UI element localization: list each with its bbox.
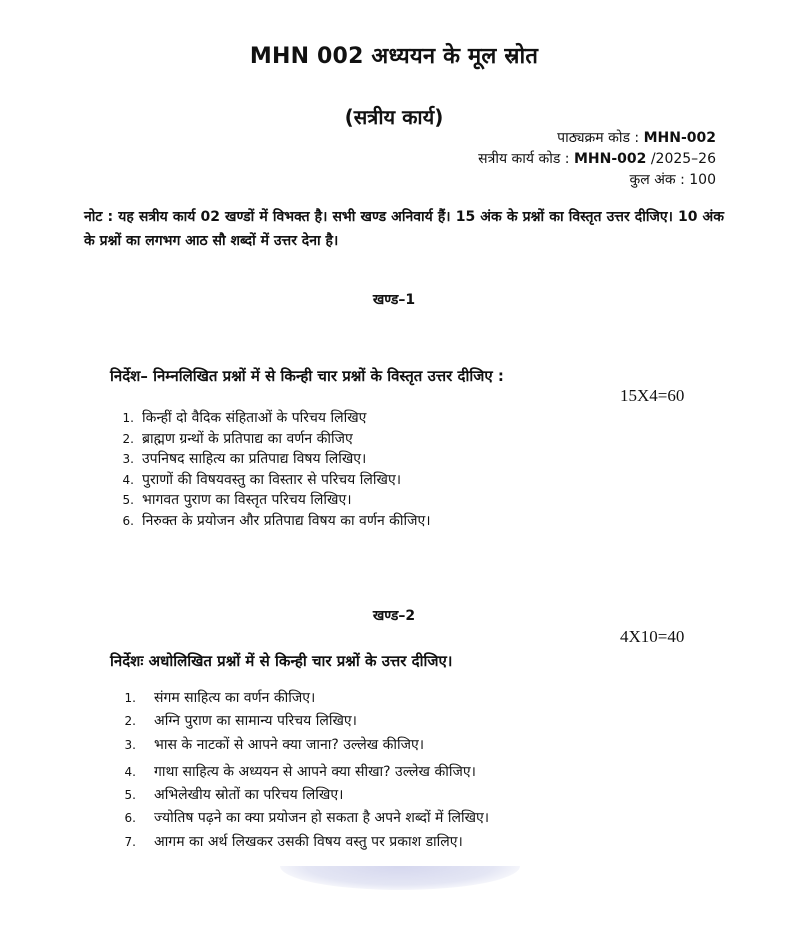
course-code-line	[557, 128, 716, 147]
list-item: 3. उपनिषद साहित्य का प्रतिपाद्य विषय लिखिए।	[122, 451, 367, 468]
total-marks-value: 100	[689, 172, 716, 188]
total-marks-line	[630, 170, 717, 189]
section-1-marks: 15X4=60	[620, 386, 685, 405]
list-item: 6. ज्योतिष पढ़ने का क्या प्रयोजन हो सकता है अपने शब्दों में लिखिए।	[124, 810, 490, 827]
list-item: 2. ब्राह्मण ग्रन्थों के प्रतिपाद्य का वर्णन कीजिए	[122, 430, 353, 447]
assignment-code-label: सत्रीय कार्य कोड :	[478, 151, 570, 167]
section-1-direction: निर्देश– निम्नलिखित प्रश्नों में से किन्ही चार प्रश्नों के विस्तृत उत्तर दीजिए :	[110, 367, 504, 385]
page-subtitle: (सत्रीय कार्य)	[344, 105, 444, 129]
course-code-value: MHN-002	[643, 130, 716, 146]
list-item: 5. भागवत पुराण का विस्तृत परिचय लिखिए।	[122, 492, 352, 509]
list-item: 6. निरुक्त के प्रयोजन और प्रतिपाद्य विषय का वर्णन कीजिए।	[122, 512, 431, 529]
assignment-session: /2025–26	[650, 151, 716, 167]
list-item: 7. आगम का अर्थ लिखकर उसकी विषय वस्तु पर प्रकाश डालिए।	[124, 833, 463, 850]
assignment-code-line	[478, 149, 716, 168]
list-item: 5. अभिलेखीय स्रोतों का परिचय लिखिए।	[124, 787, 344, 804]
section-2-heading: खण्ड–2	[372, 608, 416, 624]
total-marks-label: कुल अंक :	[629, 172, 685, 188]
section-1-heading: खण्ड–1	[372, 292, 416, 308]
page-title: MHN 002 अध्ययन के मूल स्रोत	[249, 44, 539, 69]
list-item: 4. गाथा साहित्य के अध्ययन से आपने क्या सीखा? उल्लेख कीजिए।	[124, 763, 476, 780]
list-item: 2. अग्नि पुराण का सामान्य परिचय लिखिए।	[124, 713, 357, 730]
instruction-note: नोट : यह सत्रीय कार्य 02 खण्डों में विभक्त है। सभी खण्ड अनिवार्य हैं। 15 अंक के प्रश्नों का विस्तृत उत्तर दीजिए। 10 अंक के प्रश्नों का लगभग आठ सौ शब्दों में उत्तर देना है।	[84, 209, 724, 249]
course-code-label: पाठ्यक्रम कोड :	[557, 130, 640, 146]
page-curl-shadow	[280, 866, 520, 890]
section-2-marks: 4X10=40	[620, 627, 685, 646]
list-item: 3. भास के नाटकों से आपने क्या जाना? उल्लेख कीजिए।	[124, 736, 425, 753]
section-1-question-list	[112, 408, 431, 532]
list-item: 1. किन्हीं दो वैदिक संहिताओं के परिचय लिखिए	[122, 410, 367, 426]
section-2-question-list	[112, 688, 489, 855]
section-2-direction: निर्देशः अधोलिखित प्रश्नों में से किन्ही चार प्रश्नों के उत्तर दीजिए।	[110, 652, 453, 670]
list-item: 1. संगम साहित्य का वर्णन कीजिए।	[124, 690, 316, 706]
list-item: 4. पुराणों की विषयवस्तु का विस्तार से परिचय लिखिए।	[122, 471, 402, 488]
assignment-code-value: MHN-002	[573, 151, 647, 167]
